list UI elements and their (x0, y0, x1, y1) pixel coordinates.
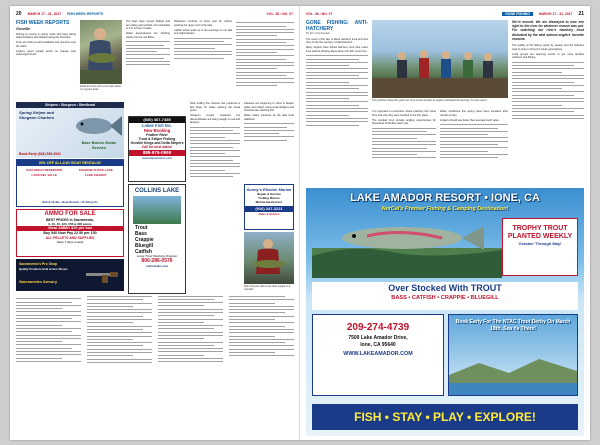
newspaper-spread (10, 6, 590, 440)
people-on-dock-graphic (372, 20, 508, 98)
armory-ad[interactable] (16, 259, 124, 291)
page-number: 20 (16, 11, 22, 17)
report-paragraph: Water clarity improves as the lake level stabilizes. (244, 114, 294, 121)
armory-store: Sacramento Armory (19, 279, 58, 284)
report-column-3 (174, 20, 232, 100)
amador-phone[interactable]: 209-274-4739 (346, 322, 410, 333)
right-page (300, 6, 590, 440)
lake-scenery-graphic (449, 355, 577, 395)
story-paragraph: Many anglers have fished hatchery trout their entire lives without thinking about where the fish come from. (306, 46, 368, 53)
report-paragraph: Trout are hitting small crankbaits and spinners near the inlets. (16, 41, 76, 48)
rifle-icon (84, 263, 120, 287)
sunnys-line: Marine Electronics (255, 200, 283, 204)
reservoir-name: LAKE DEL VALLE (31, 173, 57, 177)
sunnys-marine-ad[interactable] (244, 184, 294, 230)
story-paragraph: It is important to remember where hatchery fish came from and why they were stocked in the first place. (372, 110, 436, 117)
lakes-fish-line: New Booking (143, 128, 171, 133)
report-paragraph: Fishing is moving in spring mode with bass taking shad imitations and plastics along the shoreline. (16, 32, 76, 40)
lakes-fish-url[interactable]: www.lakesfishinc.com (142, 155, 172, 160)
trophy-trout-box (502, 218, 578, 276)
report-column-6 (244, 102, 294, 182)
sunnys-phone[interactable]: (916) 247-3221 (245, 206, 293, 212)
report-paragraph: Catfish action picks up in the evenings on cut bait and nightcrawlers. (174, 28, 232, 35)
story-paragraph: Local groups are planning events to get more families outdoors and fishing. (512, 52, 584, 60)
lakes-fish-line: Call for best dates! (141, 145, 173, 149)
reservoir-name: SHADOW CLIFFS LAKE (78, 168, 113, 172)
pull-quote: We're moved. We are dismayed to now see right to the river for whatever reason was put. For watching our river's hatchery trout disturbed by the wild salmon anglers' favorite reasons. (512, 20, 584, 41)
sunnys-line: Repair & Service (257, 192, 281, 196)
spring-charter-brand: Bare Bones Guide Service (81, 140, 117, 150)
amador-banner-title: LAKE AMADOR RESORT • IONE, CA (350, 192, 540, 204)
species-item: Crappie (135, 237, 154, 243)
lakes-fish-title: Lakes Fish Inc. (141, 123, 173, 128)
amador-contact-box (312, 314, 444, 396)
boat-rental-footer: Bait & Tackle • Boat Rentals • Fishing Info (42, 200, 98, 204)
report-paragraph: Anglers report steady action on crappie near submerged brush. (16, 49, 76, 57)
lakes-fish-phone[interactable]: (530) 367-7455 (129, 117, 185, 123)
fish-icon (72, 110, 122, 142)
lake-group-photo (372, 20, 508, 98)
angler-photo (80, 20, 122, 84)
amador-url[interactable]: WWW.LAKEAMADOR.COM (343, 351, 413, 357)
boat-rental-ad[interactable] (16, 159, 124, 207)
boat-rental-banner: 20% OFF ALL-DAY BOAT RENTALS!! (17, 160, 123, 166)
spring-charter-ad[interactable] (16, 108, 124, 158)
right-running-head (306, 10, 584, 18)
report-column-1 (16, 20, 76, 100)
story-paragraph: Anglers should see better than average catch rates. (440, 118, 500, 122)
left-bottom-columns (16, 296, 294, 436)
species-item: Bass (135, 231, 147, 237)
left-page (10, 6, 300, 440)
ammo-ad[interactable] (16, 209, 124, 257)
story-column-2 (372, 110, 436, 184)
sunnys-footer: Sales & Service (258, 212, 280, 216)
species-item: Bluegill (135, 243, 154, 249)
story-paragraph: Water conditions this spring have been excellent after months of rain. (440, 110, 508, 117)
section-title: FISH WEEK REPORTS (67, 12, 104, 16)
ammo-title: AMMO FOR SALE (44, 211, 96, 217)
collins-lake-title: COLLINS LAKE (134, 188, 180, 194)
trophy-title: TROPHY TROUT PLANTED WEEKLY (507, 225, 573, 240)
story-column-4 (512, 20, 584, 184)
angler-photo-2 (244, 232, 294, 284)
story-headline: GONE FISHING: ANTI-HATCHERY (306, 20, 368, 32)
ammo-price: 40cal AMMO $19 per box (17, 226, 123, 231)
story-column-1 (306, 20, 368, 184)
collins-lake-ad[interactable] (128, 184, 186, 294)
ammo-footer: Open 7 days a week (56, 239, 84, 244)
volume-info: VOL. 36 • NO. 07 (306, 12, 333, 16)
species-item: Trout (135, 225, 148, 231)
report-paragraph: Water temperatures are climbing slowly into the mid fifties. (126, 32, 170, 39)
left-running-head (16, 10, 293, 18)
report-paragraph: Slow trolling the channel has produced a few kings for boats working the usual spots. (190, 102, 240, 112)
amador-slogan: FISH • STAY • PLAY • EXPLORE! (312, 404, 578, 430)
species-list: BASS • CATFISH • CRAPPIE • BLUEGILL (391, 295, 499, 301)
story-paragraph: The stocked trout provide angling opportunities for thousands of families each year. (372, 118, 436, 125)
lakes-fish-line: Feather River (146, 133, 168, 137)
photo-caption: The publisher shared the gold rush story at Lake Amador as anglers celebrated the opening of a new season. (372, 99, 488, 102)
stocked-title: Over Stocked With TROUT (388, 283, 502, 293)
sunnys-line: Trolling Motors (258, 196, 280, 200)
report-column-2 (126, 20, 170, 100)
collins-phone[interactable]: 800-286-0576 (141, 258, 173, 265)
sunnys-title: Sunny's Electric Marine (246, 187, 292, 192)
amador-banner-subtitle: NorCal's Premier Fishing & Camping Destination! (381, 206, 509, 212)
reservoir-name: SAN PABLO RESERVOIR (26, 168, 63, 172)
page-number: 21 (578, 11, 584, 17)
spring-charter-phone[interactable]: Book Early (916) 539-2541 (19, 152, 61, 156)
amador-tourney: Book Early For The NTAC Trout Derby On March 18th. Sea Ya There! (455, 319, 571, 332)
reservoir-name: LAKE CHABOT (84, 173, 107, 177)
report-paragraph: Kokanee are beginning to show in deeper water and trollers using small dodgers and hoochies are catching fish. (244, 102, 294, 112)
ammo-line: Buy 540 Now Pay 22.50 per 100 (43, 231, 97, 236)
stripers-banner-text: Stripers • Sturgeon • Steelhead (45, 103, 95, 107)
report-paragraph: Sturgeon remain scattered but diamondbacks are being caught on eel and lamprey. (190, 114, 240, 124)
story-paragraph: The news of the day is about hatchery trout and how they fit into the recovery of wild fisheries. (306, 37, 368, 44)
spring-charter-title: Spring Striper and Sturgeon Charters (19, 110, 55, 120)
photo-caption-2: Ryan Simpson with a nice bass caught on a swimbait. (244, 285, 291, 291)
report-headline: FISH WEEK REPORTS (16, 20, 70, 26)
angler-figure-graphic (80, 20, 122, 84)
lakes-fish-ad[interactable] (128, 116, 186, 182)
collins-tagline: Large Trout Stocking Program (136, 254, 178, 258)
lakes-fish-line: Oroville Kings and Delta Stripers (130, 141, 184, 145)
amador-scenery-box (448, 314, 578, 396)
amador-address-line: 7500 Lake Amador Drive, (348, 335, 408, 341)
armory-title: Sacramento's Pro Shop (19, 262, 58, 266)
lake-scenery-graphic (133, 196, 181, 224)
volume-info: VOL. 36 • NO. 07 (266, 12, 293, 16)
report-column-5 (190, 102, 240, 292)
report-subhead: Oroville (16, 27, 31, 31)
ammo-line: BEST PRICES in Sacramento, (46, 218, 94, 222)
collins-url[interactable]: collinslake.com (145, 264, 169, 269)
story-byline: By Ron Chamberlain (306, 32, 330, 35)
story-column-3 (440, 110, 508, 184)
report-paragraph: Rainbows continue to show well for trollers working the upper end of the lake. (174, 20, 232, 27)
report-paragraph: The bass have moved shallow and are taking spinnerbaits and swimbaits in 5 to 12 feet of water. (126, 20, 170, 30)
ammo-line: ALL PELLETS AND SUPPLIES (45, 236, 95, 241)
stocked-banner (312, 282, 578, 310)
lakes-fish-line: Trout & Striper Fishing (138, 137, 176, 141)
angler-with-fish-graphic (244, 232, 294, 284)
story-paragraph: The quality of the fishing varies by season and the fisheries work to keep it strong for future generations. (512, 44, 584, 51)
section-title: GONE FISHING (502, 12, 533, 16)
report-column-4 (236, 20, 294, 100)
amador-address-line: Ione, CA 95640 (360, 342, 396, 348)
photo-caption: Santa Fe Harris with a nice bass taken on a jig last week. (80, 85, 121, 91)
ammo-line: 9, 40, 45, 223, 556 & 308 ammo (48, 222, 92, 227)
lakes-fish-phone2[interactable]: 888-976-0990 (129, 150, 185, 156)
trout-scene-graphic (312, 216, 502, 278)
issue-date: MARCH 17 - 31, 2017 (538, 12, 573, 16)
issue-date: MARCH 17 - 31, 2017 (27, 12, 62, 16)
trophy-subtitle: October Through May! (518, 241, 562, 246)
species-item: Catfish (135, 249, 152, 255)
lake-amador-ad[interactable] (306, 188, 584, 436)
armory-line: Quality Products Sold at Gun Shows (19, 267, 68, 271)
